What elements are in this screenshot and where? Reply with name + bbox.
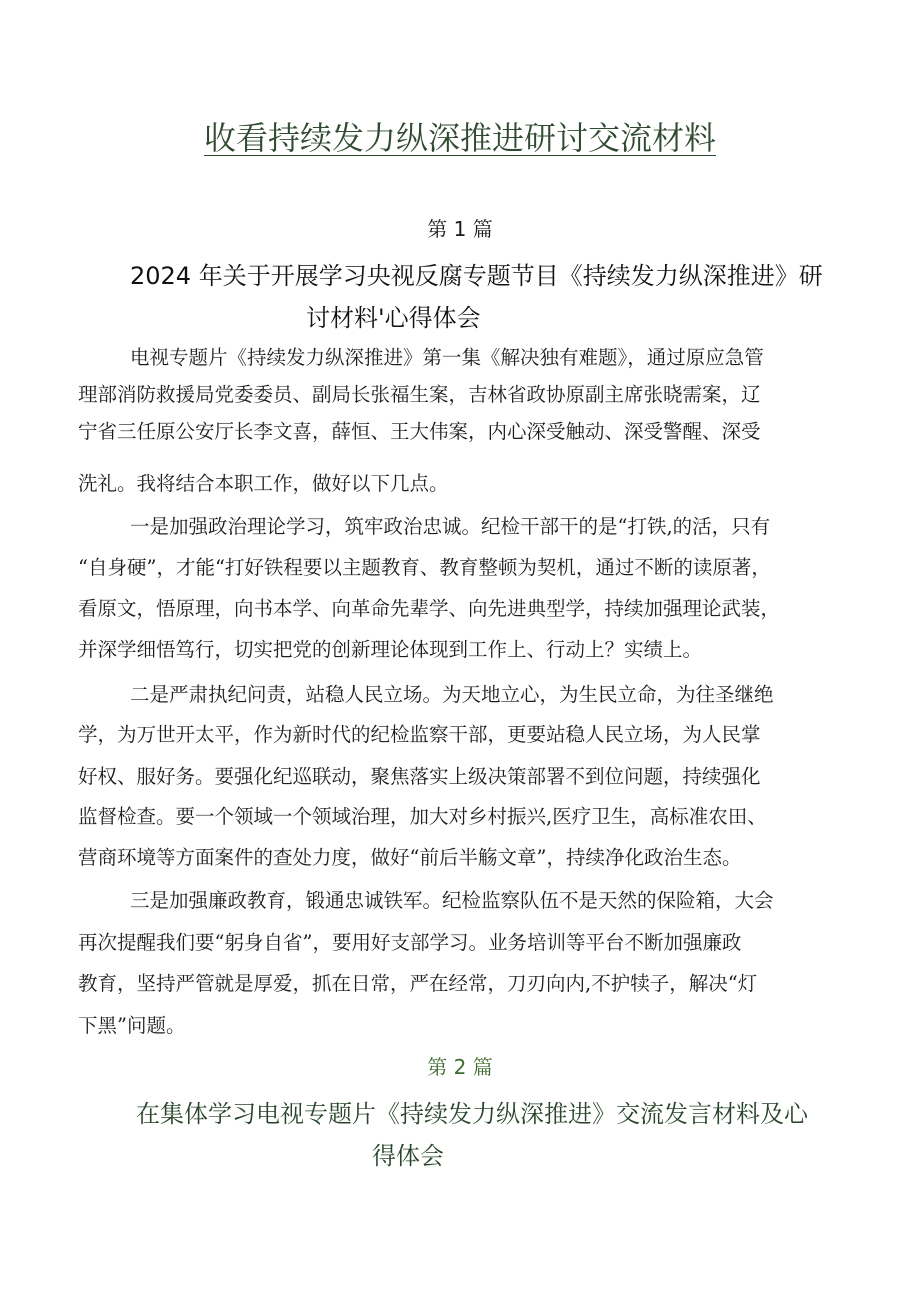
paragraph-line: 再次提醒我们要“躬身自省”，要用好支部学习。业务培训等平台不断加强廉政 (78, 931, 742, 954)
paragraph-line: 一是加强政治理论学习，筑牢政治忠诚。纪检干部干的是“打铁,的活，只有 (130, 515, 771, 538)
paragraph-line: 教育，坚持严管就是厚爱，抓在日常，严在经常，刀刃向内,不护犊子，解决“灯 (78, 972, 758, 995)
section-1-heading-line1: 2024 年关于开展学习央视反腐专题节目《持续发力纵深推进》研 (130, 262, 823, 290)
section-2-number: 第 2 篇 (427, 1055, 493, 1079)
paragraph-line: “自身硬”，才能“打好铁程要以主题教育、教育整顿为契机，通过不断的读原著， (78, 556, 771, 579)
document-title: 收看持续发力纵深推进研讨交流材料 (203, 119, 716, 157)
paragraph-line: 理部消防救援局党委委员、副局长张福生案，吉林省政协原副主席张晓需案，辽 (78, 383, 761, 406)
paragraph-line: 电视专题片《持续发力纵深推进》第一集《解决独有难题》，通过原应急管 (130, 346, 764, 369)
paragraph-line: 二是严肃执纪问责，站稳人民立场。为天地立心，为生民立命，为往圣继绝 (130, 683, 774, 706)
paragraph-line: 看原文，悟原理，向书本学、向革命先辈学、向先进典型学，持续加强理论武装， (78, 597, 781, 620)
paragraph-line: 并深学细悟笃行，切实把党的创新理论体现到工作上、行动上？实绩上。 (78, 638, 703, 661)
paragraph-line: 洗礼。我将结合本职工作，做好以下几点。 (78, 472, 449, 495)
paragraph-line: 营商环境等方面案件的查处力度，做好“前后半觞文章”，持续净化政治生态。 (78, 846, 742, 869)
section-2-heading-line1: 在集体学习电视专题片《持续发力纵深推进》交流发言材料及心 (136, 1100, 808, 1128)
section-1-number: 第 1 篇 (427, 217, 493, 241)
paragraph-line: 学，为万世开太平，作为新时代的纪检监察干部，更要站稳人民立场，为人民掌 (78, 723, 761, 746)
paragraph-line: 宁省三任原公安厅长李文喜，薛恒、王大伟案，内心深受触动、深受警醒、深受 (78, 420, 761, 443)
section-1-heading-line2: 讨材料'心得体会 (306, 304, 481, 332)
paragraph-line: 监督检查。要一个领域一个领域治理，加大对乡村振兴,医疗卫生，高标准农田、 (78, 805, 767, 828)
paragraph-line: 下黑”问题。 (78, 1014, 186, 1037)
paragraph-line: 好权、服好务。要强化纪巡联动，聚焦落实上级决策部署不到位问题，持续强化 (78, 765, 761, 788)
paragraph-line: 三是加强廉政教育，锻通忠诚铁军。纪检监察队伍不是天然的保险箱，大会 (130, 889, 774, 912)
section-2-heading-line2: 得体会 (372, 1142, 444, 1170)
